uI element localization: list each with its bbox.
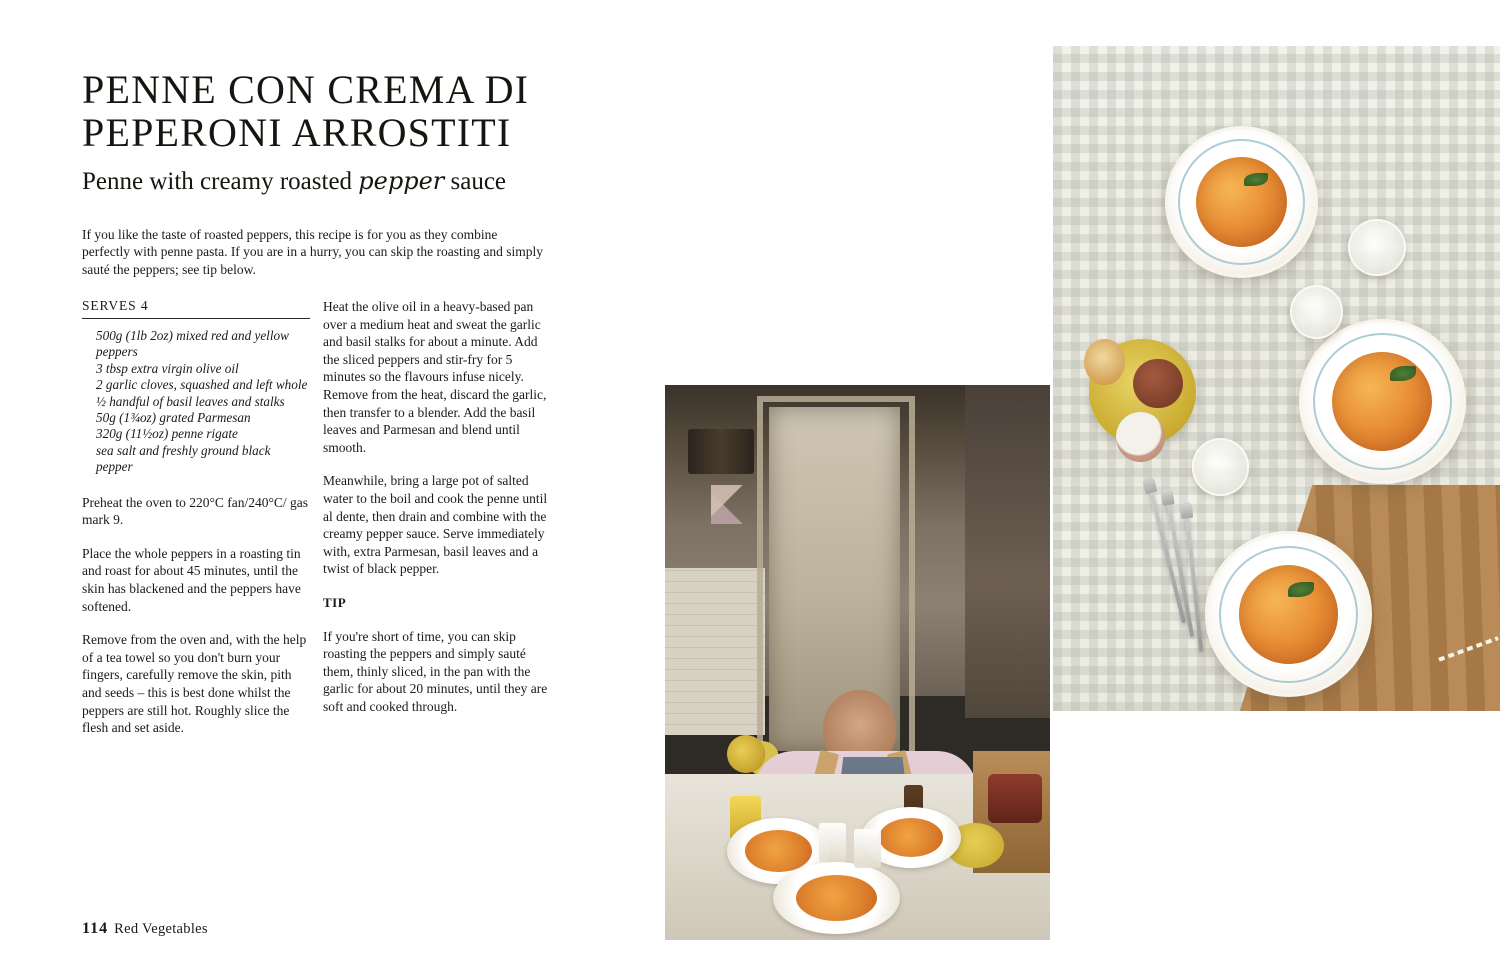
recipe-intro: If you like the taste of roasted peppers, this recipe is for you as they combine perfectly with penne pasta. If you are in a hurry, you can skip the roasting and simply sauté the peppers; see tip below. — [82, 226, 543, 277]
subtitle-emphasis: pepper — [358, 167, 445, 195]
method-paragraph: Place the whole peppers in a roasting tin and roast for about 45 minutes, until the skin has blackened and the peppers have softened. — [82, 545, 301, 614]
photo-fruit-bowl — [727, 735, 766, 774]
recipe-text-page — [0, 0, 640, 976]
photo-pasta-portion — [1239, 565, 1339, 664]
list-item: 2 garlic cloves, squashed and left whole — [96, 377, 308, 393]
subtitle-part-1: Penne with creamy roasted — [82, 168, 359, 195]
photo-overhead-plates — [1053, 46, 1500, 711]
photo-pasta-plate — [1299, 319, 1466, 485]
photo-tiled-wall — [665, 568, 765, 735]
photo-pasta-plate — [1205, 531, 1372, 697]
photo-spice-jar — [1084, 339, 1124, 386]
method-column — [323, 298, 555, 731]
photo-chef-at-table — [665, 385, 1050, 940]
photo-brown-bowl — [1133, 359, 1182, 409]
serves-label: SERVES 4 — [82, 298, 310, 319]
section-name: Red Vegetables — [114, 921, 208, 937]
photo-drinking-glass — [1348, 219, 1406, 276]
list-item: sea salt and freshly ground black pepper — [96, 442, 271, 475]
folio — [82, 920, 208, 938]
photo-drinking-glass — [854, 829, 881, 868]
ingredients-and-method-column — [82, 298, 310, 753]
method-paragraph: Heat the olive oil in a heavy-based pan over a medium heat and sweat the garlic and basil stalks for about a minute. Add the sliced peppers and stir-fry for 5 minutes so the flavours infuse nicely. Remove from the heat, discard the garlic, then transfer to a blender. Add the basil leaves and Parmesan and blend until smooth. — [323, 299, 547, 455]
tip-text: If you're short of time, you can skip roasting the peppers and simply sauté them, thinly sliced, in the pan with the garlic for about 20 minutes, until they are soft and cooked through. — [323, 628, 548, 714]
photo-pasta-portion — [796, 875, 877, 921]
tip-label: TIP — [323, 594, 347, 610]
photo-pasta-plate — [773, 862, 900, 934]
photo-right-wall — [965, 385, 1050, 718]
method-paragraph: Remove from the oven and, with the help of a tea towel so you don't burn your fingers, carefully remove the skin, pith and seeds – this is best done whilst the peppers are still hot. Roughly slice the flesh and set aside. — [82, 632, 307, 736]
ingredients-list — [82, 328, 310, 476]
method-paragraph: Preheat the oven to 220°C fan/240°C/ gas mark 9. — [82, 494, 309, 528]
page-number: 114 — [82, 920, 109, 937]
page-title: PENNE CON CREMA DI PEPERONI ARROSTITI — [82, 67, 530, 155]
photo-pasta-portion — [745, 830, 812, 873]
photo-pasta-plate — [1165, 126, 1319, 278]
list-item: 500g (1lb 2oz) mixed red and yellow peppers — [96, 328, 289, 360]
photo-pasta-portion — [1196, 157, 1287, 248]
title-block — [82, 68, 602, 197]
list-item: ½ handful of basil leaves and stalks — [96, 393, 285, 409]
photo-drinking-glass — [1192, 438, 1250, 495]
recipe-subtitle — [82, 166, 602, 197]
photo-shelf-objects — [688, 429, 753, 473]
photo-bunting — [711, 485, 796, 524]
subtitle-part-2: sauce — [444, 168, 507, 195]
photo-salt-bowl — [1116, 412, 1165, 462]
photo-pasta-portion — [1332, 352, 1432, 451]
photo-drinking-glass — [819, 823, 846, 862]
method-paragraph: Meanwhile, bring a large pot of salted water to the boil and cook the penne until al dente, then drain and combine with the creamy pepper sauce. Serve immediately with, extra Parmesan, basil leaves and a twist of black pepper. — [323, 473, 548, 577]
photo-copper-pan — [988, 774, 1042, 824]
list-item: 320g (11½oz) penne rigate — [96, 426, 238, 442]
list-item: 50g (1¾oz) grated Parmesan — [96, 410, 251, 426]
list-item: 3 tbsp extra virgin olive oil — [96, 360, 239, 376]
photo-drinking-glass — [1290, 285, 1343, 339]
photo-pasta-portion — [879, 818, 943, 857]
